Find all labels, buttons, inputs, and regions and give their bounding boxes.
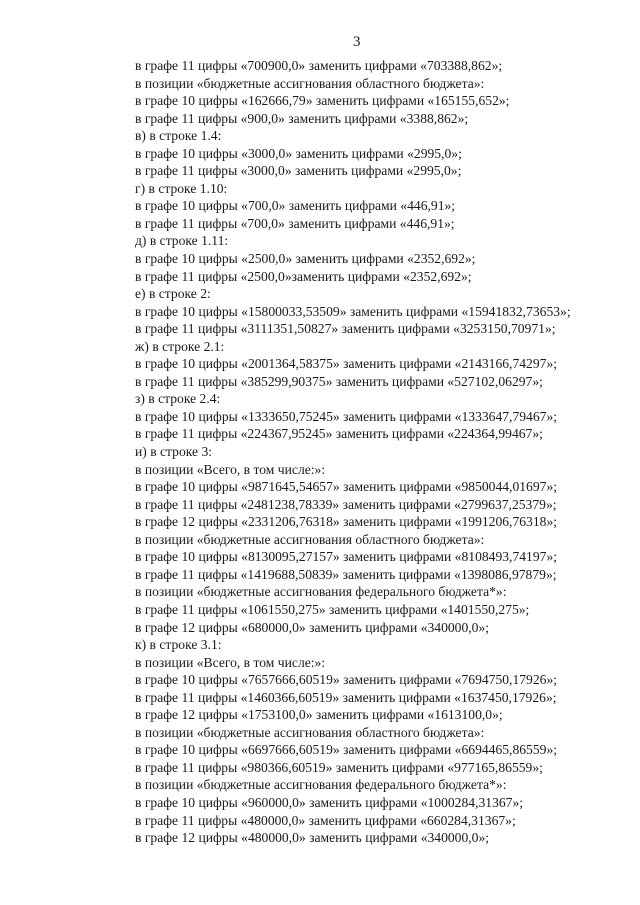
text-line: в графе 10 цифры «3000,0» заменить цифрами «2995,0»; — [135, 145, 462, 161]
text-line: в графе 11 цифры «3000,0» заменить цифрами «2995,0»; — [135, 163, 462, 179]
text-line: г) в строке 1.10: — [135, 180, 228, 196]
text-line: в графе 10 цифры «6697666,60519» заменить цифрами «6694465,86559»; — [135, 742, 558, 758]
text-line: в графе 12 цифры «680000,0» заменить цифрами «340000,0»; — [135, 619, 490, 635]
text-line: в) в строке 1.4: — [135, 128, 222, 144]
text-line: в графе 12 цифры «1753100,0» заменить цифрами «1613100,0»; — [135, 707, 503, 723]
text-line: в графе 11 цифры «385299,90375» заменить цифрами «527102,06297»; — [135, 373, 543, 389]
text-line: в графе 10 цифры «2001364,58375» заменить цифрами «2143166,74297»; — [135, 356, 558, 372]
text-line: д) в строке 1.11: — [135, 233, 229, 249]
text-line: в графе 12 цифры «2331206,76318» заменить цифрами «1991206,76318»; — [135, 514, 558, 530]
text-line: в графе 11 цифры «2481238,78339» заменить цифрами «2799637,25379»; — [135, 496, 557, 512]
amendment-list — [135, 57, 625, 847]
text-line: в графе 10 цифры «15800033,53509» заменить цифрами «15941832,73653»; — [135, 303, 571, 319]
text-line: в графе 10 цифры «700,0» заменить цифрами «446,91»; — [135, 198, 456, 214]
text-line: в графе 10 цифры «7657666,60519» заменить цифрами «7694750,17926»; — [135, 672, 558, 688]
text-line: в позиции «Всего, в том числе:»: — [135, 654, 326, 670]
text-line: в графе 10 цифры «162666,79» заменить цифрами «165155,652»; — [135, 93, 510, 109]
text-line: в графе 10 цифры «2500,0» заменить цифрами «2352,692»; — [135, 251, 476, 267]
text-line: в графе 11 цифры «980366,60519» заменить цифрами «977165,86559»; — [135, 759, 543, 775]
text-line: в позиции «бюджетные ассигнования федерального бюджета*»: — [135, 777, 507, 793]
text-line: к) в строке 3.1: — [135, 637, 222, 653]
text-line: в графе 11 цифры «224367,95245» заменить цифрами «224364,99467»; — [135, 426, 543, 442]
text-line: в графе 11 цифры «1061550,275» заменить цифрами «1401550,275»; — [135, 601, 530, 617]
text-line: в графе 11 цифры «1419688,50839» заменить цифрами «1398086,97879»; — [135, 566, 557, 582]
text-line: в графе 10 цифры «9871645,54657» заменить цифрами «9850044,01697»; — [135, 479, 558, 495]
text-line: в графе 11 цифры «700,0» заменить цифрами «446,91»; — [135, 215, 455, 231]
text-line: в графе 11 цифры «480000,0» заменить цифрами «660284,31367»; — [135, 812, 516, 828]
text-line: в графе 11 цифры «700900,0» заменить цифрами «703388,862»; — [135, 58, 503, 73]
text-line: в графе 11 цифры «900,0» заменить цифрами «3388,862»; — [135, 110, 469, 126]
text-line: в графе 10 цифры «960000,0» заменить цифрами «1000284,31367»; — [135, 794, 524, 810]
text-line: в графе 11 цифры «3111351,50827» заменить цифрами «3253150,70971»; — [135, 321, 556, 337]
text-line: в графе 10 цифры «8130095,27157» заменить цифрами «8108493,74197»; — [135, 549, 558, 565]
text-line: в графе 12 цифры «480000,0» заменить цифрами «340000,0»; — [135, 830, 490, 846]
text-line: в графе 11 цифры «1460366,60519» заменить цифрами «1637450,17926»; — [135, 689, 557, 705]
page-number: 3 — [353, 34, 361, 50]
text-line: з) в строке 2.4: — [135, 391, 221, 407]
text-line: в позиции «бюджетные ассигнования областного бюджета»: — [135, 724, 485, 740]
text-line: в позиции «бюджетные ассигнования областного бюджета»: — [135, 531, 485, 547]
text-line: в позиции «бюджетные ассигнования областного бюджета»: — [135, 75, 485, 91]
text-line: и) в строке 3: — [135, 444, 213, 460]
text-line: в позиции «Всего, в том числе:»: — [135, 461, 326, 477]
text-line: в графе 10 цифры «1333650,75245» заменить цифрами «1333647,79467»; — [135, 408, 558, 424]
text-line: е) в строке 2: — [135, 286, 211, 302]
text-line: в позиции «бюджетные ассигнования федерального бюджета*»: — [135, 584, 507, 600]
text-line: в графе 11 цифры «2500,0»заменить цифрами «2352,692»; — [135, 268, 472, 284]
text-line: ж) в строке 2.1: — [135, 338, 225, 354]
